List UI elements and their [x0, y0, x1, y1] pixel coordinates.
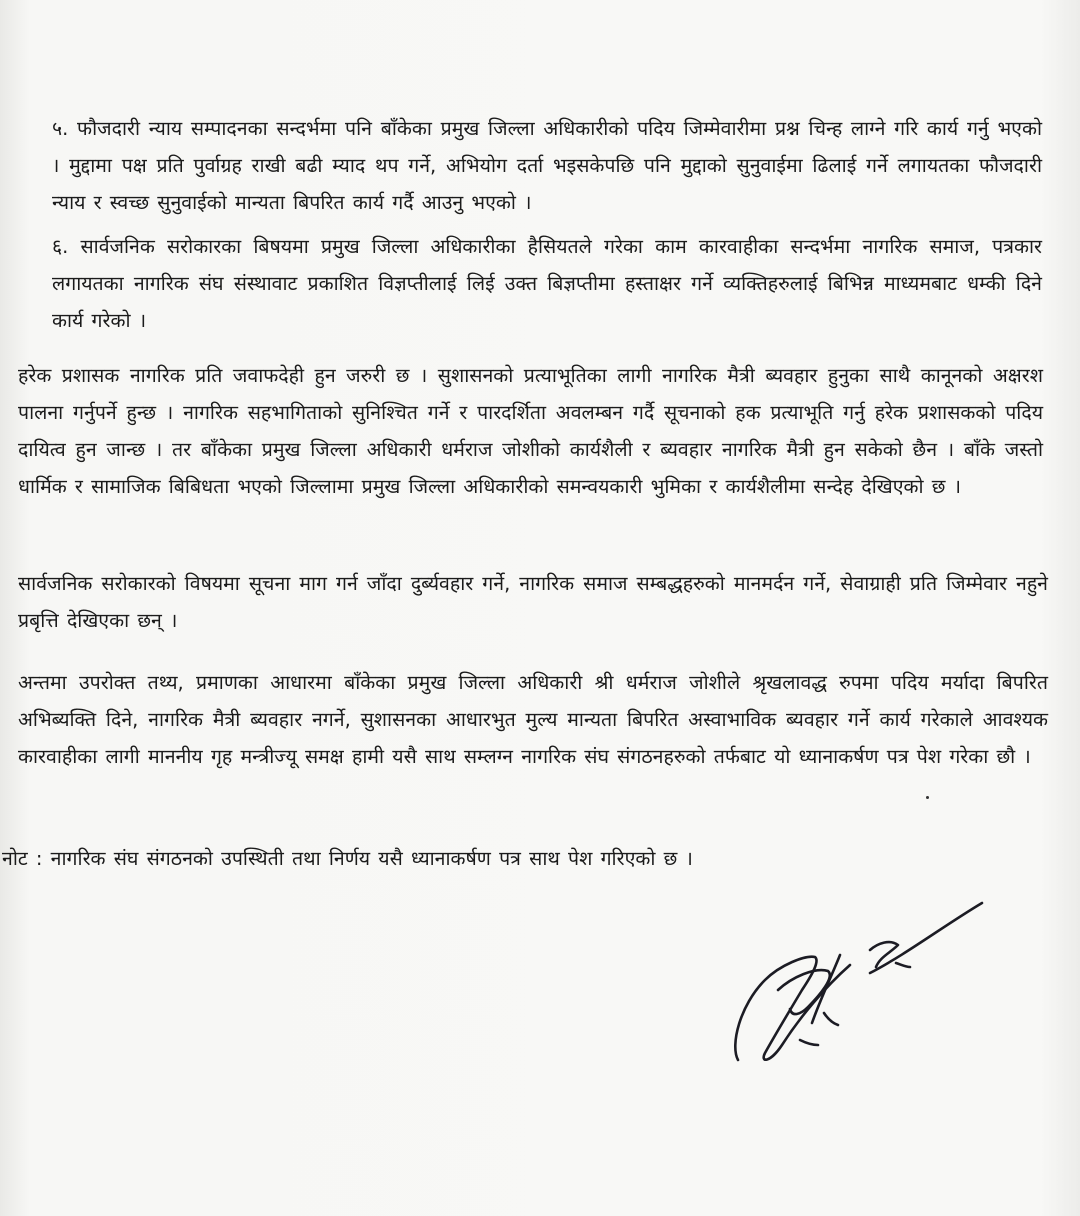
- stray-ink-dot: [926, 796, 929, 799]
- note-line: नोट : नागरिक संघ संगठनको उपस्थिती तथा निर्णय यसै ध्यानाकर्षण पत्र साथ पेश गरिएको छ ।: [2, 847, 693, 870]
- paragraph-accountability: हरेक प्रशासक नागरिक प्रति जवाफदेही हुन जरुरी छ । सुशासनको प्रत्याभूतिका लागी नागरिक मैत्री ब्यवहार हुनुका साथै कानूनको अक्षरश पालना गर्नुपर्ने हुन्छ । नागरिक सहभागिताको सुनिश्चित गर्ने र पारदर्शिता अवलम्बन गर्दै सूचनाको हक प्रत्याभूति गर्नु हरेक प्रशासकको पदिय दायित्व हुन जान्छ । तर बाँकेका प्रमुख जिल्ला अधिकारी धर्मराज जोशीको कार्यशैली र ब्यवहार नागरिक मैत्री हुन सकेको छैन । बाँके जस्तो धार्मिक र सामाजिक बिबिधता भएको जिल्लामा प्रमुख जिल्ला अधिकारीको समन्वयकारी भुमिका र कार्यशैलीमा सन्देह देखिएको छ ।: [18, 364, 1043, 498]
- paragraph-public-concern: सार्वजनिक सरोकारको विषयमा सूचना माग गर्न जाँदा दुर्ब्यवहार गर्ने, नागरिक समाज सम्बद्धहरुको मानमर्दन गर्ने, सेवाग्राही प्रति जिम्मेवार नहुने प्रबृत्ति देखिएका छन् ।: [18, 572, 1048, 632]
- paragraph-point-6: ६. सार्वजनिक सरोकारका बिषयमा प्रमुख जिल्ला अधिकारीका हैसियतले गरेका काम कारवाहीका सन्दर्भमा नागरिक समाज, पत्रकार लगायतका नागरिक संघ संस्थावाट प्रकाशित विज्ञप्तीलाई लिई उक्त बिज्ञप्तीमा हस्ताक्षर गर्ने व्यक्तिहरुलाई बिभिन्न माध्यमबाट धम्की दिने कार्य गरेको ।: [52, 235, 1042, 332]
- paragraph-point-5: ५. फौजदारी न्याय सम्पादनका सन्दर्भमा पनि बाँकेका प्रमुख जिल्ला अधिकारीको पदिय जिम्मेवारीमा प्रश्न चिन्ह लाग्ने गरि कार्य गर्नु भएको । मुद्दामा पक्ष प्रति पुर्वाग्रह राखी बढी म्याद थप गर्ने, अभियोग दर्ता भइसकेपछि पनि मुद्दाको सुनुवाईमा ढिलाई गर्ने लगायतका फौजदारी न्याय र स्वच्छ सुनुवाईको मान्यता बिपरित कार्य गर्दै आउनु भएको ।: [52, 117, 1042, 214]
- signature-icon: [720, 895, 1000, 1075]
- paragraph-conclusion: अन्तमा उपरोक्त तथ्य, प्रमाणका आधारमा बाँकेका प्रमुख जिल्ला अधिकारी श्री धर्मराज जोशीले श्रृखलावद्ध रुपमा पदिय मर्यादा बिपरित अभिब्यक्ति दिने, नागरिक मैत्री ब्यवहार नगर्ने, सुशासनका आधारभुत मुल्य मान्यता बिपरित अस्वाभाविक ब्यवहार गर्ने कार्य गरेकाले आवश्यक कारवाहीका लागी माननीय गृह मन्त्रीज्यू समक्ष हामी यसै साथ सम्लग्न नागरिक संघ संगठनहरुको तर्फबाट यो ध्यानाकर्षण पत्र पेश गरेका छौ ।: [18, 671, 1048, 768]
